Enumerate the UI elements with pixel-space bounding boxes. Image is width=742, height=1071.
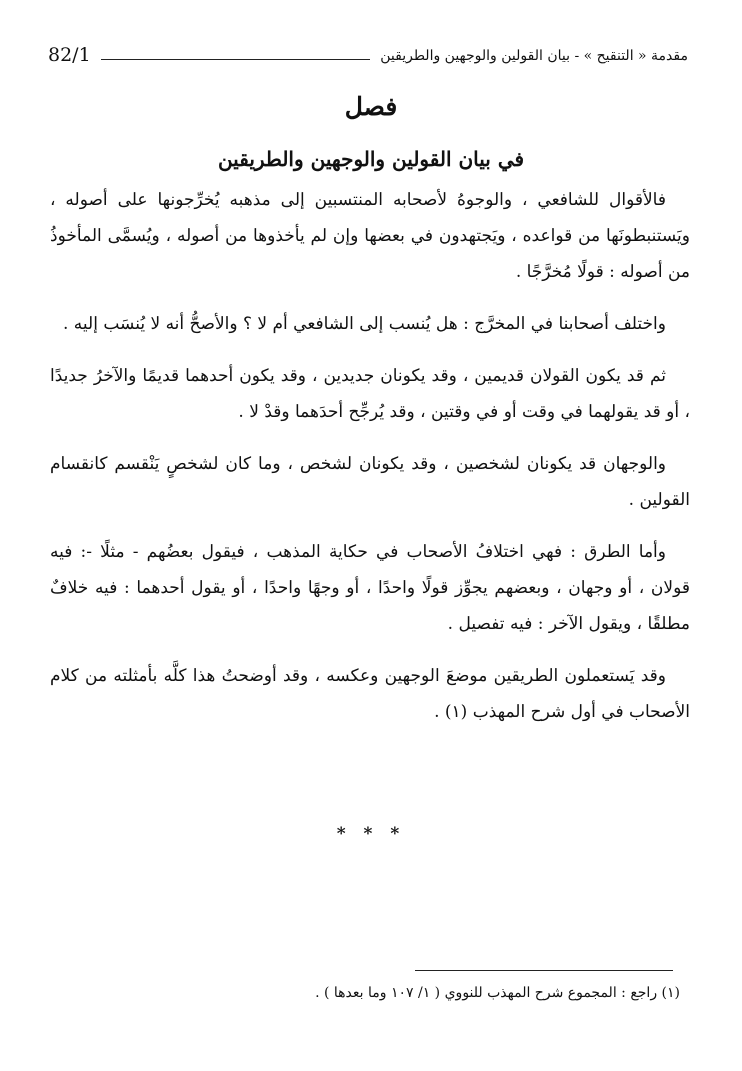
header-rule — [101, 59, 371, 60]
body-text — [50, 182, 690, 746]
running-head — [48, 42, 688, 66]
paragraph: والوجهان قد يكونان لشخصين ، وقد يكونان لشخص ، وما كان لشخصٍ يَنْقسم كانقسام القولين . — [50, 454, 690, 510]
footnote: (١) راجع : المجموع شرح المهذب للنووي ( ١/ ١٠٧ وما بعدها ) . — [315, 985, 680, 1001]
paragraph: واختلف أصحابنا في المخرَّج : هل يُنسب إلى الشافعي أم لا ؟ والأصحُّ أنه لا يُنسَب إليه . — [62, 314, 666, 334]
paragraph: فالأقوال للشافعي ، والوجوهُ لأصحابه المنتسبين إلى مذهبه يُخرِّجونها على أصوله ، ويَستنبطونَها من قواعده ، ويَجتهدون في بعضها وإن لم يأخذوها من أصوله ، ويُسمَّى المأخوذُ من أصوله : قولًا مُخرَّجًا . — [50, 190, 690, 282]
section-title: في بيان القولين والوجهين والطريقين — [217, 147, 525, 171]
page-number: 82/1 — [48, 44, 91, 66]
footnote-rule — [415, 970, 673, 971]
paragraph: وقد يَستعملون الطريقين موضعَ الوجهين وعكسه ، وقد أوضحتُ هذا كلَّه بأمثلته من كلام الأصحاب في أول شرح المهذب (١) . — [50, 666, 690, 722]
chapter-title: فصل — [344, 92, 398, 121]
running-title: مقدمة « التنقيح » - بيان القولين والوجهين والطريقين — [380, 48, 688, 64]
section-separator: * * * — [336, 824, 406, 844]
paragraph: ثم قد يكون القولان قديمين ، وقد يكونان جديدين ، وقد يكون أحدهما قديمًا والآخرُ جديدًا ، أو قد يقولهما في وقت أو في وقتين ، وقد يُرجِّح أحدَهما وقدْ لا . — [50, 366, 690, 422]
paragraph: وأما الطرق : فهي اختلافُ الأصحاب في حكاية المذهب ، فيقول بعضُهم - مثلًا -: فيه قولان ، أو وجهان ، وبعضهم يجوِّز قولًا واحدًا ، أو وجهًا واحدًا ، أو يقول أحدهما : فيه خلافٌ مطلقًا ، ويقول الآخر : فيه تفصيل . — [50, 542, 690, 634]
